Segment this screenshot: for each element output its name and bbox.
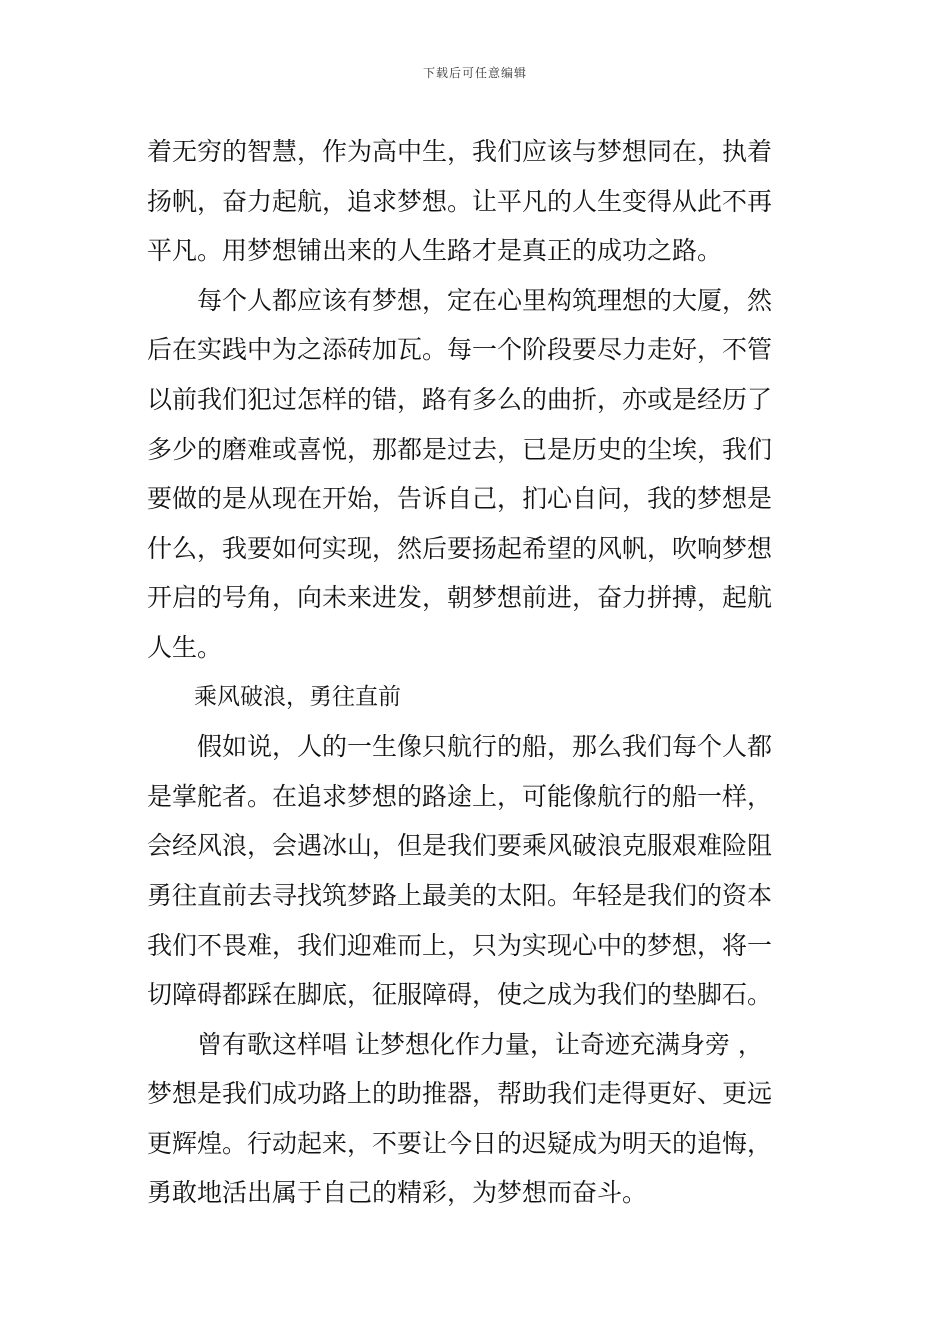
- text-line: 假如说，人的一生像只航行的船，那么我们每个人都: [197, 732, 773, 762]
- section-heading: 乘风破浪，勇往直前: [194, 683, 401, 710]
- text-line: 平凡。用梦想铺出来的人生路才是真正的成功之路。: [147, 236, 723, 266]
- text-line: 多少的磨难或喜悦，那都是过去，已是历史的尘埃，我们: [147, 434, 773, 464]
- page-header: 下载后可任意编辑: [422, 66, 527, 80]
- text-line: 着无穷的智慧，作为高中生，我们应该与梦想同在，执着: [147, 137, 773, 166]
- text-line: 勇敢地活出属于自己的精彩，为梦想而奋斗。: [147, 1178, 648, 1208]
- text-line: 每个人都应该有梦想，定在心里构筑理想的大厦，然: [197, 285, 773, 315]
- text-line: 梦想是我们成功路上的助推器，帮助我们走得更好、更远: [147, 1079, 773, 1109]
- text-line: 什么，我要如何实现，然后要扬起希望的风帆，吹响梦想: [147, 533, 773, 563]
- text-line: 我们不畏难，我们迎难而上，只为实现心中的梦想，将一: [147, 930, 773, 960]
- text-line: 开启的号角，向未来进发，朝梦想前进，奋力拼搏，起航: [147, 583, 773, 613]
- text-line: 会经风浪，会遇冰山，但是我们要乘风破浪克服艰难险阻: [147, 831, 773, 861]
- text-line: 曾有歌这样唱 让梦想化作力量，让奇迹充满身旁 ，: [197, 1029, 763, 1059]
- text-line: 切障碍都踩在脚底，征服障碍，使之成为我们的垫脚石。: [147, 980, 773, 1010]
- text-line: 更辉煌。行动起来，不要让今日的迟疑成为明天的追悔，: [147, 1128, 773, 1158]
- text-line: 以前我们犯过怎样的错，路有多么的曲折，亦或是经历了: [147, 384, 773, 414]
- text-line: 要做的是从现在开始，告诉自己，扪心自问，我的梦想是: [147, 484, 773, 514]
- text-line: 人生。: [147, 632, 223, 662]
- text-line: 扬帆，奋力起航，追求梦想。让平凡的人生变得从此不再: [147, 186, 773, 216]
- text-line: 勇往直前去寻找筑梦路上最美的太阳。年轻是我们的资本: [147, 880, 773, 910]
- document-body: [147, 127, 812, 1218]
- text-line: 后在实践中为之添砖加瓦。每一个阶段要尽力走好，不管: [147, 335, 773, 365]
- text-line: 是掌舵者。在追求梦想的路途上，可能像航行的船一样，: [147, 781, 773, 811]
